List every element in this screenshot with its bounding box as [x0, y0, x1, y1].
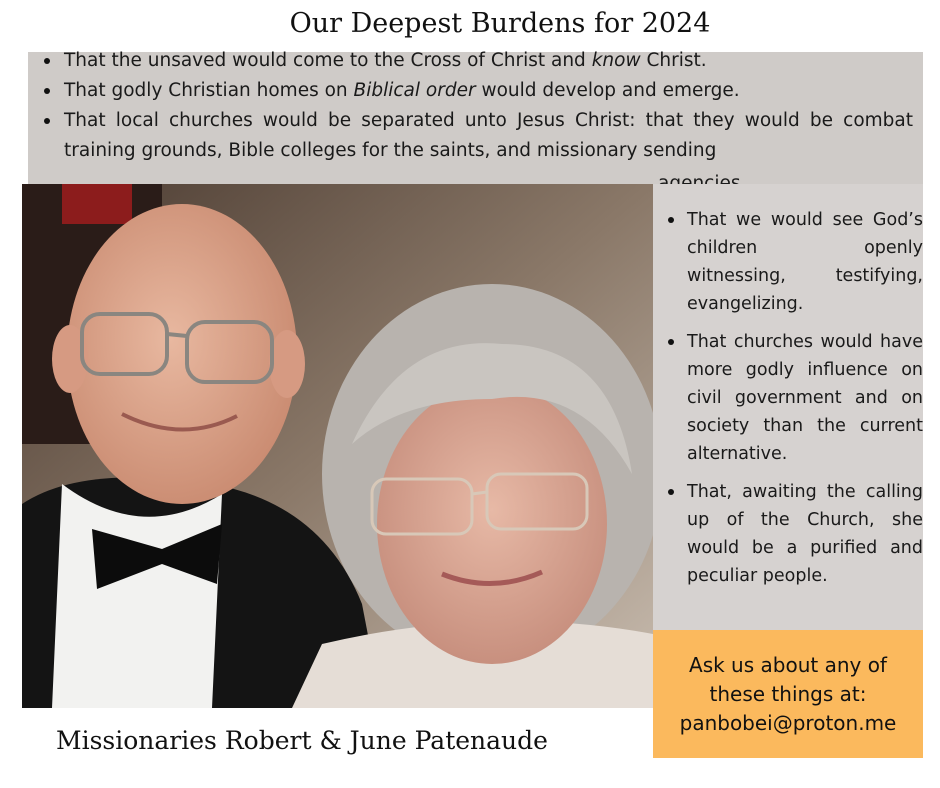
burden-item: That we would see God’s children openly witnessing, testifying, evangelizing.	[664, 206, 923, 318]
contact-email[interactable]: panbobei@proton.me	[679, 710, 897, 735]
burden-item: That godly Christian homes on Biblical order would develop and emerge.	[36, 76, 913, 106]
photo-caption: Missionaries Robert & June Patenaude	[56, 726, 548, 755]
burden-item: That churches would have more godly influence on civil government and on society than the current alternative.	[664, 328, 923, 468]
burden-item: That local churches would be separated unto Jesus Christ: that they would be combat training grounds, Bible colleges for the saints, and missionary sending	[36, 106, 913, 166]
contact-line: these things at:	[709, 681, 867, 706]
burden-item: That, awaiting the calling up of the Church, she would be a purified and peculiar people.	[664, 478, 923, 590]
contact-line: Ask us about any of	[689, 652, 887, 677]
missionaries-photo	[22, 184, 653, 708]
top-burdens-list	[36, 46, 913, 166]
page-title: Our Deepest Burdens for 2024	[289, 8, 711, 39]
contact-panel	[653, 630, 923, 758]
side-burdens-list	[664, 206, 923, 600]
burden-item: That the unsaved would come to the Cross of Christ and know Christ.	[36, 46, 913, 76]
